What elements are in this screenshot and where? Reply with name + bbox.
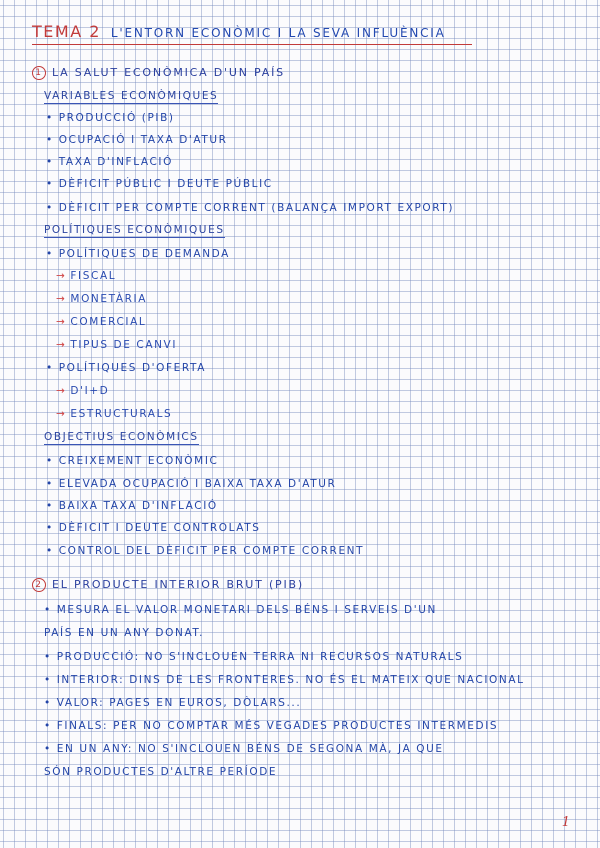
demand-item-label: FISCAL (70, 270, 117, 282)
objectives-heading-text: OBJECTIUS ECONÒMICS (44, 431, 199, 443)
demand-item-label: TIPUS DE CANVI (70, 339, 178, 351)
theme-label: TEMA 2 (32, 22, 101, 41)
arrow-icon: → (56, 293, 67, 305)
demand-item (56, 270, 116, 282)
demand-item-label: MONETÀRIA (70, 293, 147, 305)
section-2-heading (32, 578, 304, 592)
variable-item: • PRODUCCIÓ (PIB) (46, 112, 175, 124)
arrow-icon: → (56, 316, 67, 328)
arrow-icon: → (56, 270, 67, 282)
policies-heading-text: POLÍTIQUES ECONÒMIQUES (44, 224, 225, 236)
arrow-icon: → (56, 339, 67, 351)
pib-line: • FINALS: PER NO COMPTAR MÉS VEGADES PRODUCTES INTERMEDIS (44, 720, 499, 732)
section-1-heading (32, 66, 285, 80)
variables-heading (44, 90, 218, 102)
objective-item: • DÈFICIT I DEUTE CONTROLATS (46, 522, 261, 534)
page-title (32, 22, 446, 41)
variable-item: • DÈFICIT PER COMPTE CORRENT (BALANÇA IMPORT EXPORT) (46, 202, 455, 214)
title-underline (32, 44, 472, 45)
pib-line: PAÍS EN UN ANY DONAT. (44, 627, 205, 639)
section-number-1: 1 (32, 66, 46, 80)
pib-line: • EN UN ANY: NO S'INCLOUEN BÉNS DE SEGONA MÀ, JA QUE (44, 743, 444, 755)
arrow-icon: → (56, 408, 67, 420)
page-number: 1 (561, 815, 570, 830)
demand-item-label: COMERCIAL (70, 316, 147, 328)
theme-title: L'ENTORN ECONÒMIC I LA SEVA INFLUÈNCIA (110, 26, 446, 40)
objective-item: • CONTROL DEL DÈFICIT PER COMPTE CORRENT (46, 545, 365, 557)
demand-item (56, 293, 147, 305)
variable-item: • TAXA D'INFLACIÓ (46, 156, 173, 168)
demand-policies-heading: • POLÍTIQUES DE DEMANDA (46, 248, 230, 260)
supply-item (56, 385, 109, 397)
pib-line: SÓN PRODUCTES D'ALTRE PERÍODE (44, 766, 278, 778)
supply-item-label: D'I+D (70, 385, 110, 397)
objective-item: • ELEVADA OCUPACIÓ I BAIXA TAXA D'ATUR (46, 478, 337, 490)
variable-item: • DÈFICIT PÚBLIC I DEUTE PÚBLIC (46, 178, 273, 190)
variable-item: • OCUPACIÓ I TAXA D'ATUR (46, 134, 228, 146)
variables-heading-text: VARIABLES ECONÒMIQUES (44, 90, 219, 102)
section-1-title: LA SALUT ECONÒMICA D'UN PAÍS (52, 66, 285, 79)
policies-heading (44, 224, 225, 236)
objective-item: • BAIXA TAXA D'INFLACIÓ (46, 500, 218, 512)
pib-line: • VALOR: PAGES EN EUROS, DÒLARS... (44, 697, 302, 709)
demand-item (56, 339, 177, 351)
supply-item (56, 408, 172, 420)
pib-line: • MESURA EL VALOR MONETARI DELS BÉNS I SERVEIS D'UN (44, 604, 437, 616)
arrow-icon: → (56, 385, 67, 397)
supply-item-label: ESTRUCTURALS (70, 408, 173, 420)
demand-item (56, 316, 146, 328)
objectives-heading (44, 431, 199, 443)
section-number-2: 2 (32, 578, 46, 592)
pib-line: • INTERIOR: DINS DE LES FRONTERES. NO ÉS EL MATEIX QUE NACIONAL (44, 674, 525, 686)
pib-line: • PRODUCCIÓ: NO S'INCLOUEN TERRA NI RECURSOS NATURALS (44, 651, 464, 663)
supply-policies-heading: • POLÍTIQUES D'OFERTA (46, 362, 206, 374)
section-2-title: EL PRODUCTE INTERIOR BRUT (PIB) (52, 578, 304, 591)
objective-item: • CREIXEMENT ECONÒMIC (46, 455, 219, 467)
